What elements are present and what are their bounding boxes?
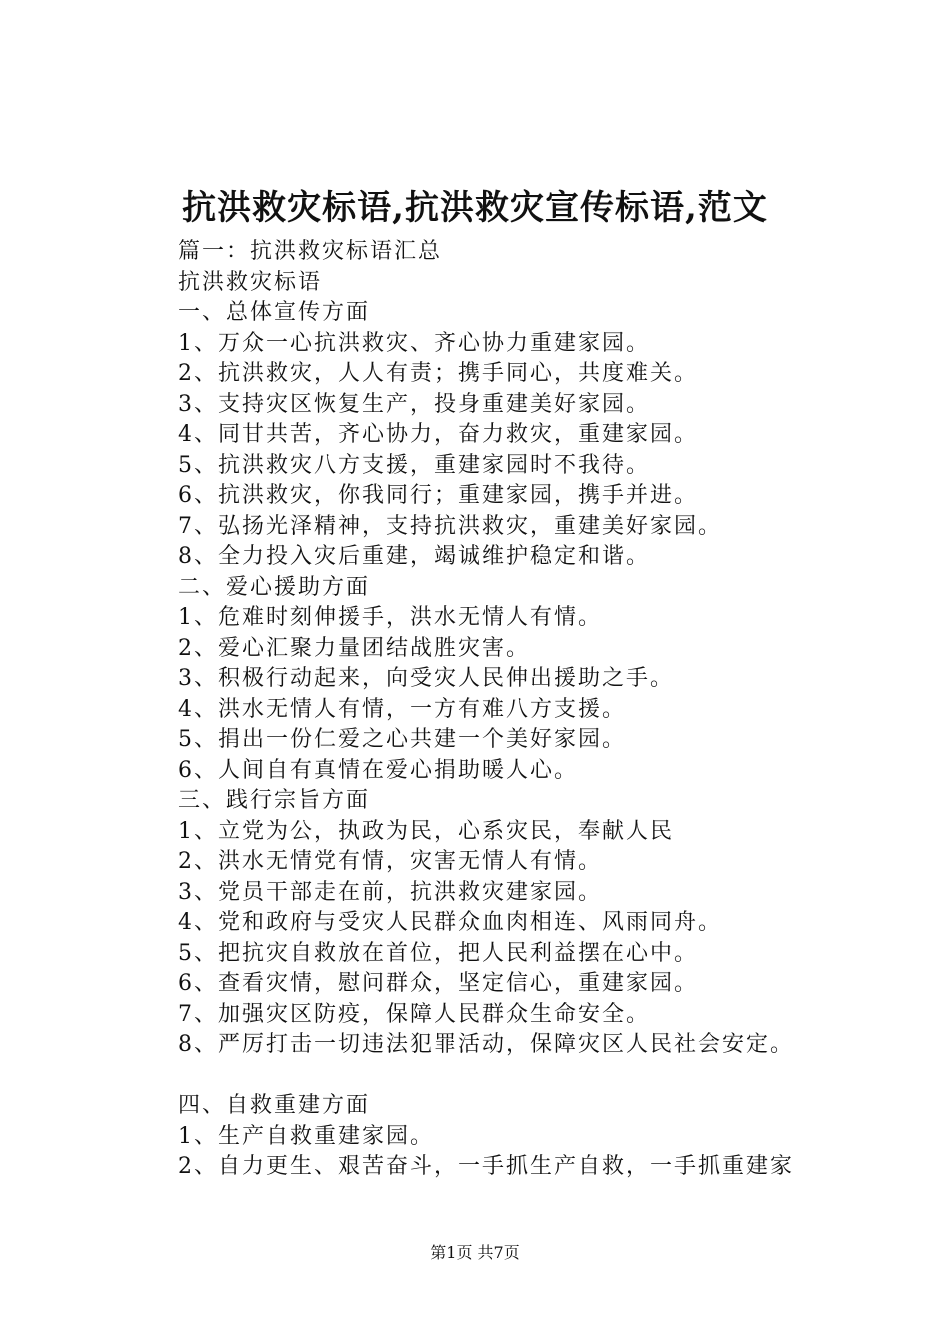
section-heading: 三、践行宗旨方面	[178, 788, 371, 813]
list-item: 3、积极行动起来，向受灾人民伸出援助之手。	[178, 666, 674, 691]
list-item: 6、抗洪救灾，你我同行；重建家园，携手并进。	[178, 483, 698, 508]
list-item: 4、洪水无情人有情，一方有难八方支援。	[178, 696, 626, 722]
list-item: 7、弘扬光泽精神，支持抗洪救灾，重建美好家园。	[178, 513, 722, 539]
section-heading: 一、总体宣传方面	[178, 300, 371, 325]
blank-line	[178, 1061, 878, 1092]
list-item: 3、支持灾区恢复生产，投身重建美好家园。	[178, 391, 650, 417]
list-item: 7、加强灾区防疫，保障人民群众生命安全。	[178, 1001, 650, 1027]
list-item: 1、万众一心抗洪救灾、齐心协力重建家园。	[178, 330, 650, 356]
list-item: 5、捐出一份仁爱之心共建一个美好家园。	[178, 727, 626, 752]
list-item: 5、把抗灾自救放在首位，把人民利益摆在心中。	[178, 940, 698, 966]
list-item: 4、同甘共苦，齐心协力，奋力救灾，重建家园。	[178, 422, 698, 447]
document-body	[178, 237, 878, 1183]
text-line: 篇一：抗洪救灾标语汇总	[178, 239, 443, 264]
section-heading: 四、自救重建方面	[178, 1093, 371, 1118]
section-heading: 二、爱心援助方面	[178, 574, 371, 600]
page-footer: 第1页 共7页	[430, 1243, 520, 1262]
list-item: 4、党和政府与受灾人民群众血肉相连、风雨同舟。	[178, 910, 722, 935]
list-item: 2、自力更生、艰苦奋斗，一手抓生产自救，一手抓重建家	[178, 1154, 794, 1179]
text-line: 抗洪救灾标语	[178, 269, 323, 295]
list-item: 6、人间自有真情在爱心捐助暖人心。	[178, 757, 578, 783]
list-item: 6、查看灾情，慰问群众，坚定信心，重建家园。	[178, 971, 698, 996]
list-item: 1、危难时刻伸援手，洪水无情人有情。	[178, 605, 602, 630]
list-item: 2、爱心汇聚力量团结战胜灾害。	[178, 635, 530, 661]
list-item: 3、党员干部走在前，抗洪救灾建家园。	[178, 879, 602, 905]
list-item: 1、生产自救重建家园。	[178, 1123, 434, 1149]
list-item: 1、立党为公，执政为民，心系灾民，奉献人民	[178, 818, 674, 844]
list-item: 2、洪水无情党有情，灾害无情人有情。	[178, 849, 602, 874]
list-item: 5、抗洪救灾八方支援，重建家园时不我待。	[178, 452, 650, 478]
document-title: 抗洪救灾标语,抗洪救灾宣传标语,范文	[182, 188, 768, 228]
list-item: 2、抗洪救灾，人人有责；携手同心，共度难关。	[178, 361, 698, 386]
list-item: 8、全力投入灾后重建，竭诚维护稳定和谐。	[178, 544, 650, 569]
list-item: 8、严厉打击一切违法犯罪活动，保障灾区人民社会安定。	[178, 1032, 794, 1057]
